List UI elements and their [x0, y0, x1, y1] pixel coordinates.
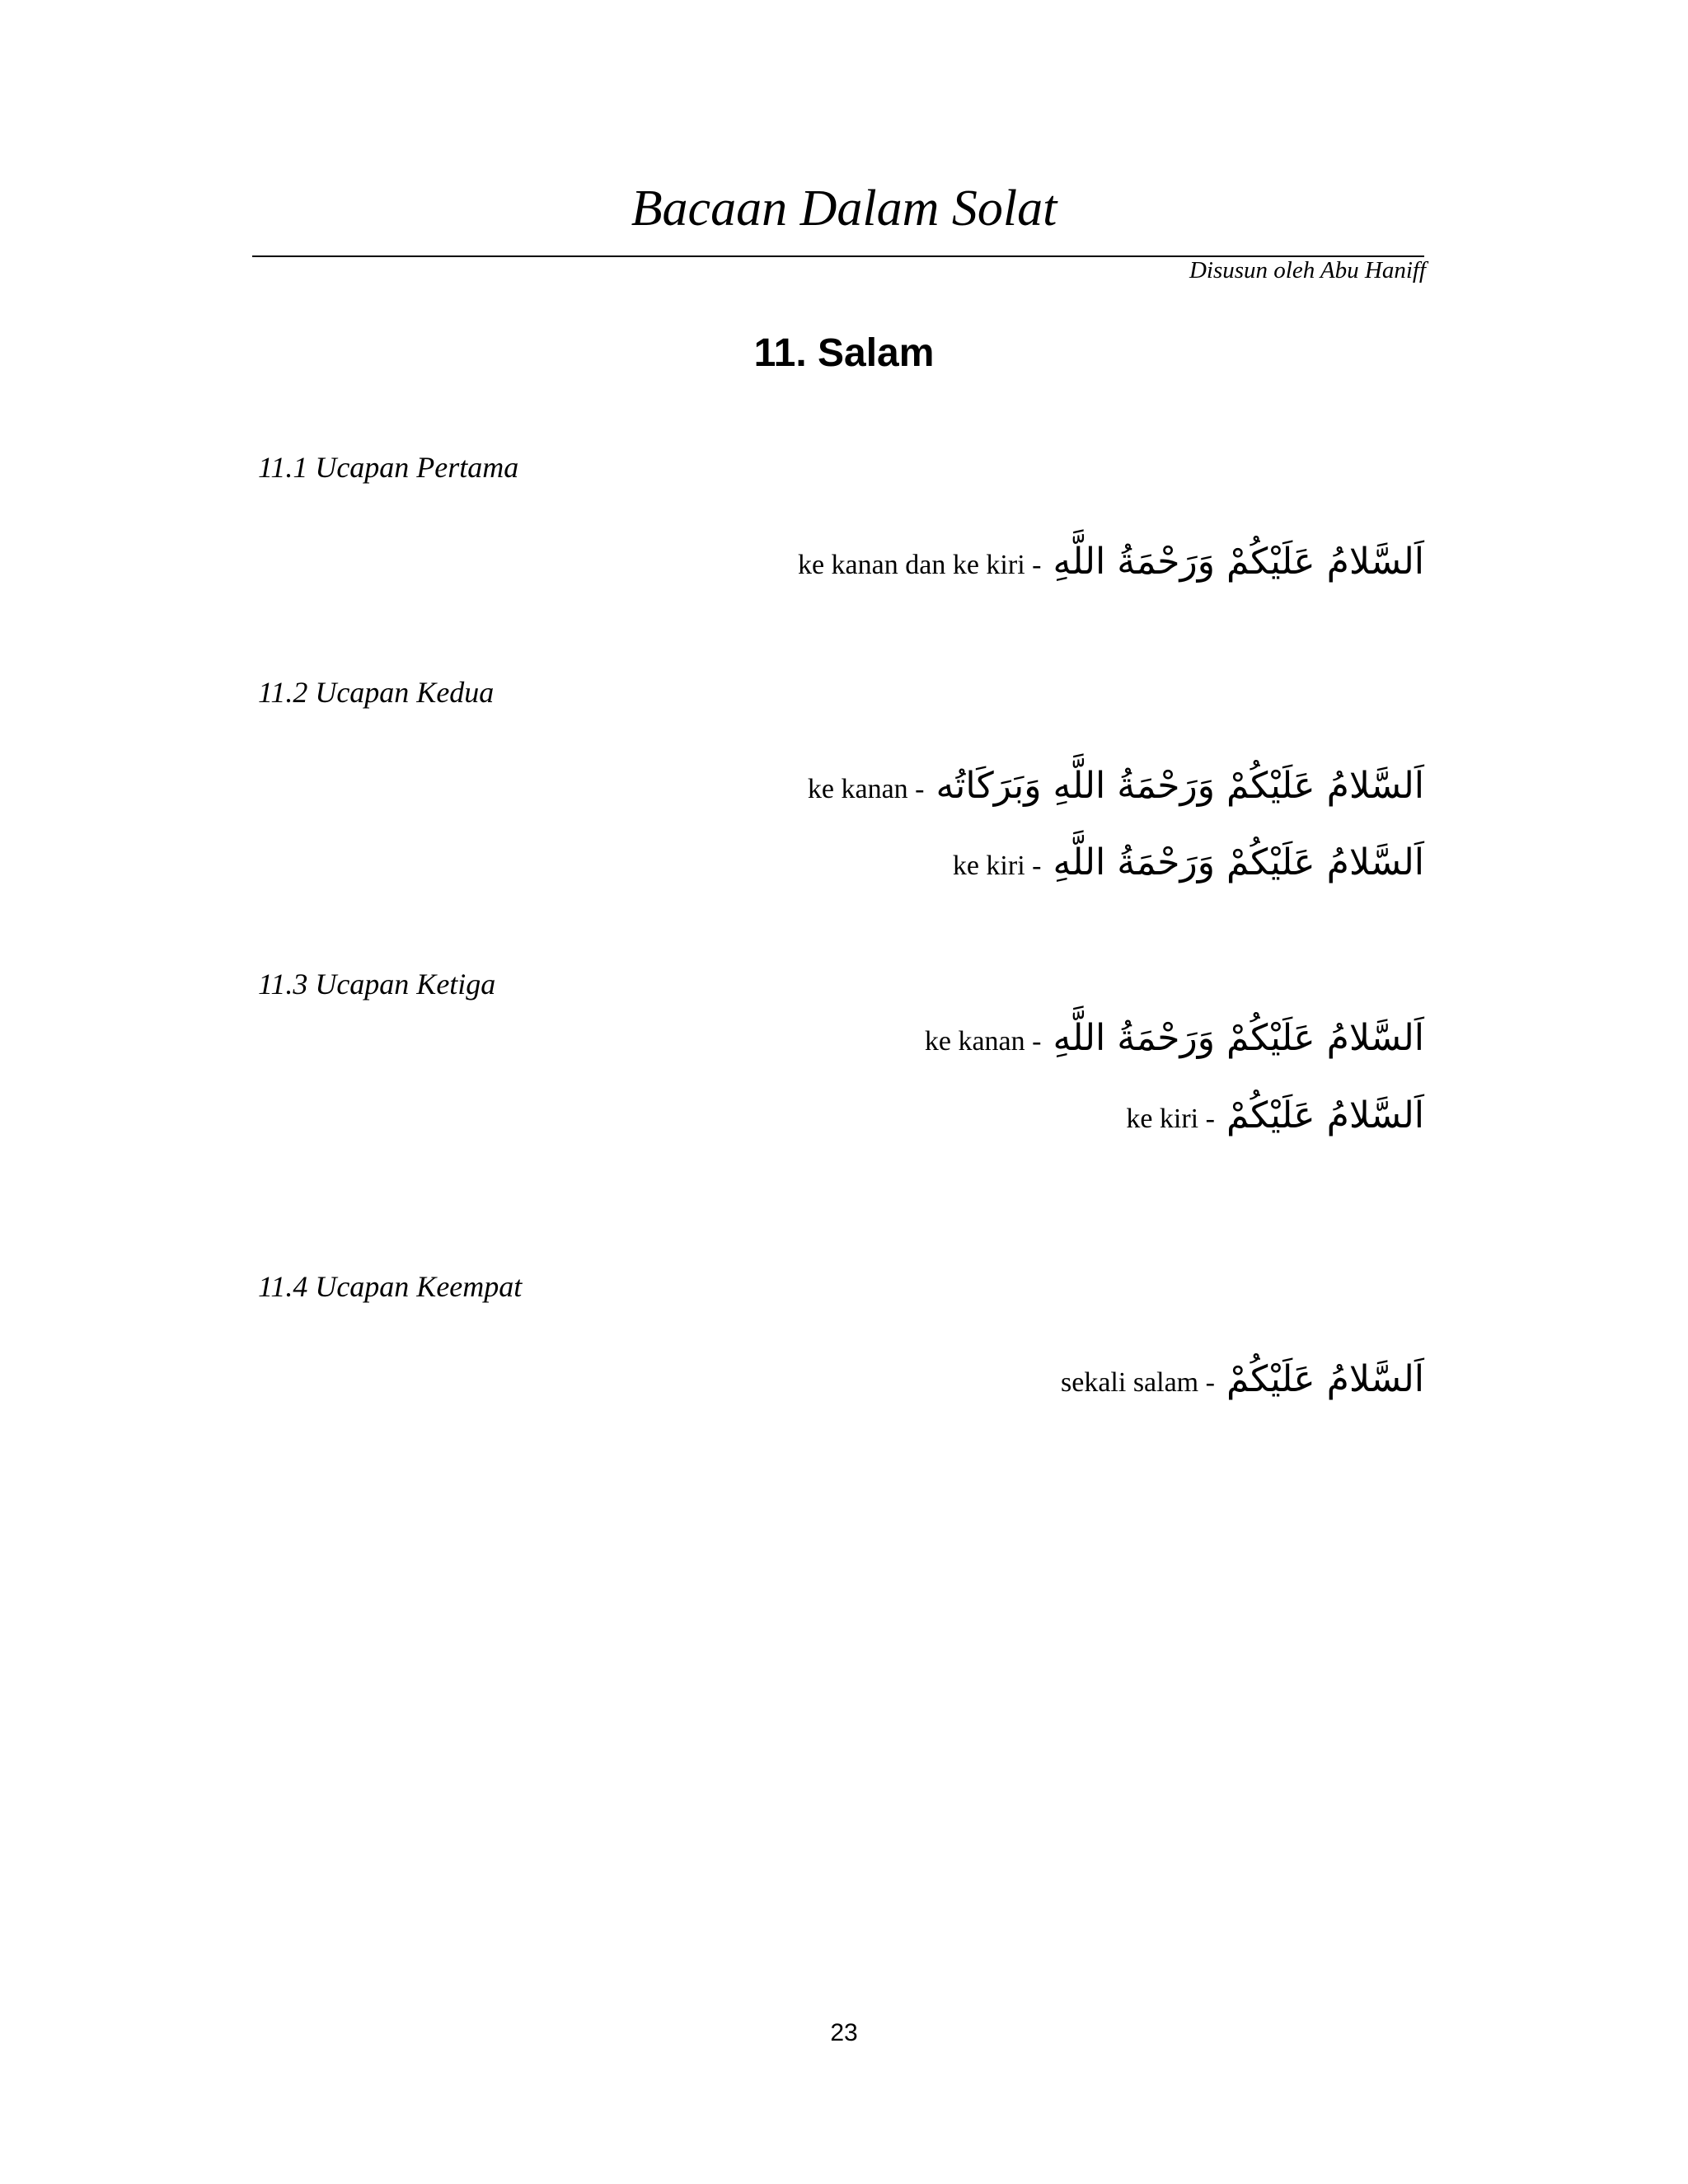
- salam-direction: ke kiri -: [952, 851, 1042, 881]
- author-credit: Disusun oleh Abu Haniff: [1189, 257, 1426, 284]
- chapter-heading: 11. Salam: [753, 331, 935, 375]
- salam-arabic: اَلسَّلامُ عَلَيْكُمْ: [1226, 1094, 1424, 1137]
- salam-arabic: اَلسَّلامُ عَلَيْكُمْ: [1226, 1358, 1424, 1400]
- page-number: 23: [830, 2019, 858, 2046]
- section-heading-11-2: 11.2 Ucapan Kedua: [258, 676, 495, 709]
- salam-arabic: اَلسَّلامُ عَلَيْكُمْ وَرَحْمَةُ اللَّهِ: [1053, 541, 1424, 583]
- salam-line: [797, 541, 1424, 583]
- section-heading-11-4: 11.4 Ucapan Keempat: [258, 1270, 523, 1303]
- salam-arabic: اَلسَّلامُ عَلَيْكُمْ وَرَحْمَةُ اللَّهِ: [1053, 841, 1424, 883]
- salam-direction: ke kanan -: [807, 774, 925, 804]
- section-heading-11-1: 11.1 Ucapan Pertama: [258, 451, 519, 484]
- salam-arabic: اَلسَّلامُ عَلَيْكُمْ وَرَحْمَةُ اللَّهِ: [1053, 1017, 1424, 1059]
- salam-direction: sekali salam -: [1061, 1367, 1215, 1398]
- salam-line: [807, 765, 1424, 807]
- salam-line: [1126, 1094, 1424, 1137]
- salam-direction: ke kanan -: [924, 1026, 1042, 1057]
- salam-arabic: اَلسَّلامُ عَلَيْكُمْ وَرَحْمَةُ اللَّهِ وَبَرَكَاتُه: [935, 765, 1424, 807]
- salam-line: [952, 841, 1424, 883]
- section-heading-11-3: 11.3 Ucapan Ketiga: [258, 968, 496, 1001]
- salam-line: [924, 1017, 1424, 1059]
- salam-line: [1061, 1358, 1424, 1400]
- salam-direction: ke kiri -: [1126, 1104, 1215, 1134]
- salam-direction: ke kanan dan ke kiri -: [797, 550, 1042, 580]
- document-title: Bacaan Dalam Solat: [631, 180, 1057, 237]
